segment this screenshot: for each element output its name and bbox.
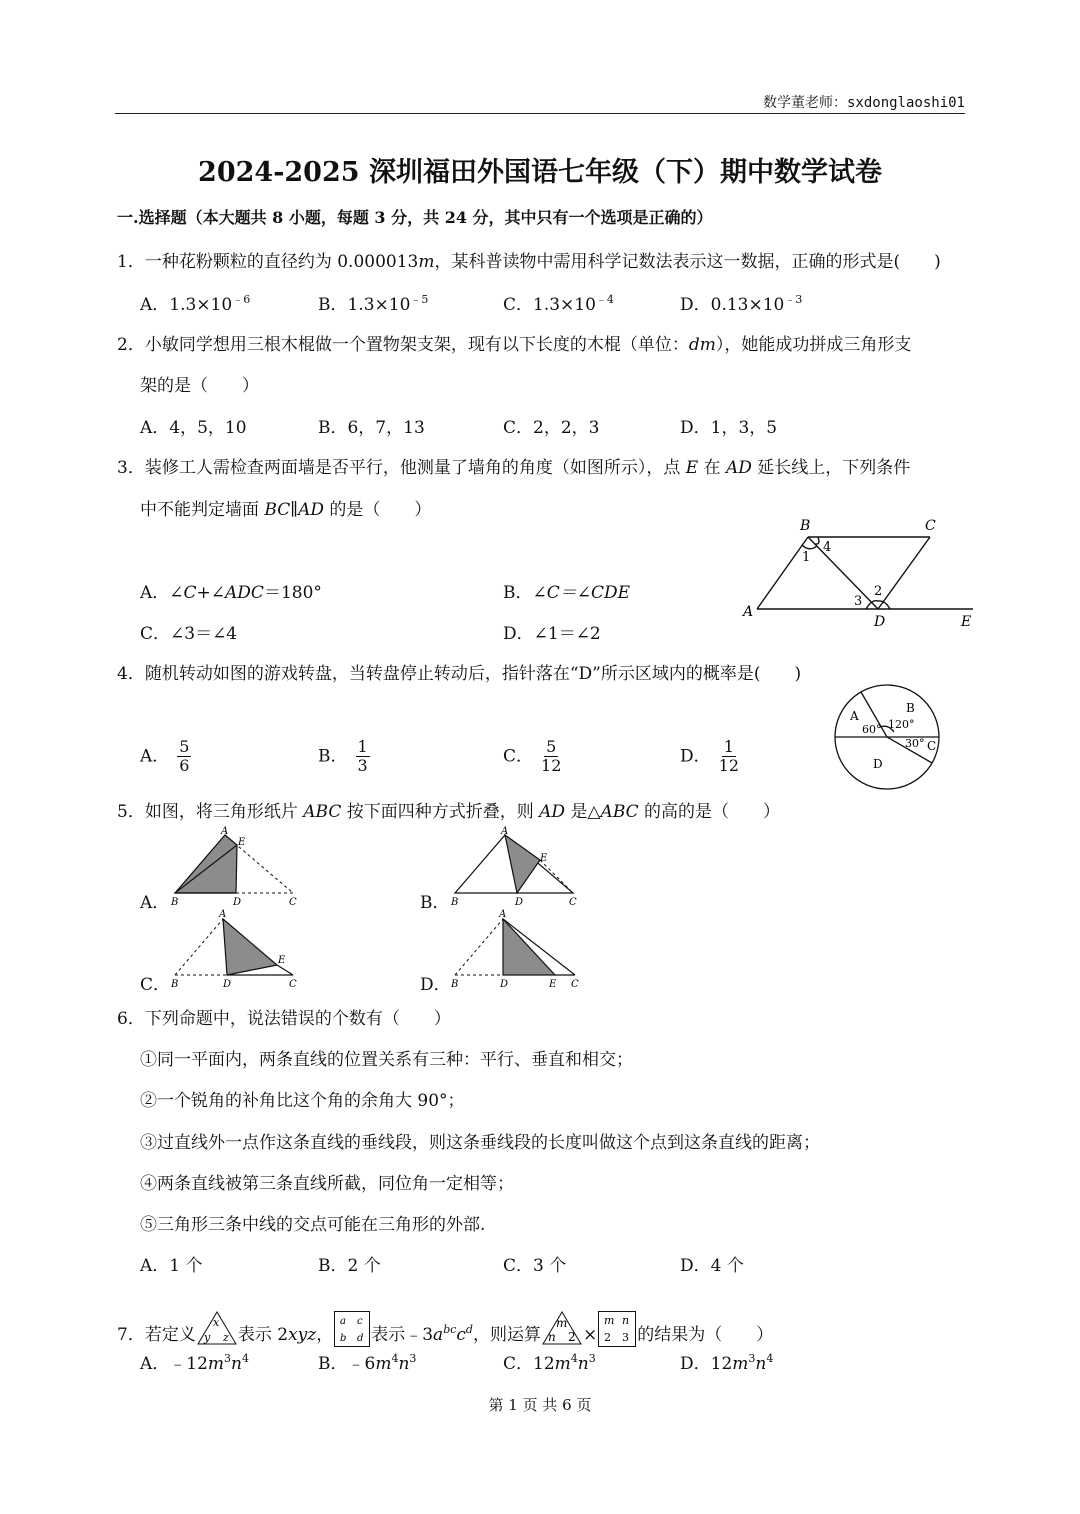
svg-text:m: m <box>604 1314 615 1327</box>
q7-box-symbol <box>333 1310 371 1348</box>
q7-option-a[interactable]: A．$﹣12m^3n^4$ <box>140 1352 249 1374</box>
q5-figure-a <box>165 825 305 907</box>
q1-option-c[interactable]: C．$1.3\times 10^{﹣4}$ <box>503 293 614 315</box>
label-e: E <box>961 614 972 630</box>
q4-option-b[interactable]: B． $\frac{1}{3}$ <box>318 737 368 776</box>
q4-spinner <box>830 680 945 795</box>
q5-option-c[interactable]: C． <box>140 975 171 995</box>
svg-text:A: A <box>221 826 229 837</box>
svg-text:2: 2 <box>567 1330 576 1344</box>
q5-stem: 5．如图，将三角形纸片 ABC 按下面四种方式折叠，则 AD 是△ABC 的高的是（ ） <box>117 802 781 822</box>
angle-label-1: 1 <box>802 550 811 565</box>
sector-c: C <box>927 739 937 753</box>
svg-text:a: a <box>340 1316 347 1327</box>
q6-statement-1: ①同一平面内，两条直线的位置关系有三种：平行、垂直和相交； <box>140 1050 633 1070</box>
angle-label-3: 3 <box>854 594 863 609</box>
svg-text:b: b <box>340 1333 347 1344</box>
q6-option-c[interactable]: C．3 个 <box>503 1256 567 1276</box>
q3-option-b[interactable]: B．∠C＝∠CDE <box>503 583 631 603</box>
q7-triangle-symbol <box>196 1310 238 1348</box>
angle-arc-3-2 <box>866 601 890 609</box>
svg-text:D: D <box>233 897 242 907</box>
q7-option-c[interactable]: C．$12m^4n^3$ <box>503 1352 596 1374</box>
svg-text:z: z <box>222 1331 229 1344</box>
q5-option-d[interactable]: D． <box>420 975 451 995</box>
svg-text:3: 3 <box>622 1331 630 1344</box>
svg-text:n: n <box>622 1314 630 1327</box>
svg-text:C: C <box>569 897 577 907</box>
svg-text:D: D <box>223 979 232 989</box>
svg-text:2: 2 <box>604 1331 612 1344</box>
sector-a: A <box>850 709 859 723</box>
q6-statement-5: ⑤三角形三条中线的交点可能在三角形的外部. <box>140 1215 486 1235</box>
fold-shaded <box>505 835 540 893</box>
q3-stem-line1: 3．装修工人需检查两面墙是否平行，他测量了墙角的角度（如图所示），点 E 在 AD 延长线上，下列条件 <box>117 458 911 478</box>
angle-arc-1 <box>802 545 817 549</box>
q2-option-d[interactable]: D．1，3，5 <box>680 418 778 438</box>
q6-stem: 6．下列命题中，说法错误的个数有（ ） <box>117 1009 451 1029</box>
fold-shaded <box>503 919 555 975</box>
fold-shaded <box>223 919 277 975</box>
q5-figure-d <box>445 907 585 989</box>
section-heading: 一.选择题（本大题共 8 小题，每题 3 分，共 24 分，其中只有一个选项是正确的） <box>117 208 713 227</box>
q4-option-d[interactable]: D． $\frac{1}{12}$ <box>680 737 739 776</box>
q5-figure-b <box>445 825 585 907</box>
angle-30: 30° <box>905 737 925 750</box>
q6-statement-2: ②一个锐角的补角比这个角的余角大 90°； <box>140 1091 465 1111</box>
q3-option-a[interactable]: A．∠C+∠ADC＝180° <box>140 583 322 603</box>
q7-option-d[interactable]: D．$12m^3n^4$ <box>680 1352 774 1374</box>
q7-option-b[interactable]: B．$﹣6m^4n^3$ <box>318 1352 417 1374</box>
line-bd <box>808 537 878 609</box>
angle-arc-4 <box>815 537 819 544</box>
q2-option-a[interactable]: A．4，5，10 <box>140 418 247 438</box>
svg-text:D: D <box>515 897 524 907</box>
q7-stem: 7．若定义 x y z 表示 2xyz， a c b d 表示$﹣3a^{bc}c^d$，则运算 m n 2 × m n 2 3 的结果为（ ） <box>117 1310 773 1348</box>
label-c: C <box>925 518 936 534</box>
q1-stem: 1．一种花粉颗粒的直径约为 0.000013m，某科普读物中需用科学记数法表示这一数据，正确的形式是( ) <box>117 252 941 272</box>
svg-text:B: B <box>171 897 179 907</box>
q3-figure <box>735 512 980 632</box>
angle-label-2: 2 <box>874 584 883 599</box>
svg-text:y: y <box>203 1331 211 1344</box>
svg-text:C: C <box>289 979 297 989</box>
svg-text:B: B <box>451 979 459 989</box>
q5-option-a[interactable]: A． <box>140 893 170 913</box>
svg-text:A: A <box>499 909 507 920</box>
header-source: 数学董老师：sxdonglaoshi01 <box>762 95 965 111</box>
svg-text:E: E <box>549 979 557 989</box>
q1-option-d[interactable]: D．$0.13\times 10^{﹣3}$ <box>680 293 803 315</box>
angle-60: 60° <box>862 723 882 736</box>
svg-text:c: c <box>357 1316 363 1327</box>
line-cd <box>878 537 930 609</box>
q6-statement-4: ④两条直线被第三条直线所截，同位角一定相等； <box>140 1174 514 1194</box>
svg-text:C: C <box>289 897 297 907</box>
q6-option-d[interactable]: D．4 个 <box>680 1256 744 1276</box>
label-b: B <box>800 518 811 534</box>
q5-option-b[interactable]: B． <box>420 893 450 913</box>
q7-box-operand <box>597 1310 637 1348</box>
svg-text:E: E <box>238 837 246 848</box>
q5-figure-c <box>165 907 305 989</box>
q2-stem-line1: 2．小敏同学想用三根木棍做一个置物架支架，现有以下长度的木棍（单位：dm），她能成功拼成三角形支 <box>117 335 912 355</box>
svg-text:C: C <box>571 979 579 989</box>
q1-option-b[interactable]: B．$1.3\times 10^{﹣5}$ <box>318 293 429 315</box>
sector-d: D <box>873 757 883 771</box>
angle-label-4: 4 <box>823 540 832 555</box>
q7-triangle-operand <box>541 1310 583 1348</box>
svg-text:B: B <box>171 979 179 989</box>
page-footer: 第 1 页 共 6 页 <box>488 1396 592 1414</box>
q2-option-b[interactable]: B．6，7，13 <box>318 418 425 438</box>
q3-stem-line2: 中不能判定墙面 BC∥AD 的是（ ） <box>140 500 432 520</box>
svg-text:A: A <box>219 909 227 920</box>
header-rule <box>115 113 965 114</box>
q6-option-b[interactable]: B．2 个 <box>318 1256 381 1276</box>
q3-option-d[interactable]: D．∠1＝∠2 <box>503 624 601 644</box>
q6-statement-3: ③过直线外一点作这条直线的垂线段，则这条垂线段的长度叫做这个点到这条直线的距离； <box>140 1133 820 1153</box>
q2-stem-line2: 架的是（ ） <box>140 376 259 396</box>
svg-text:B: B <box>451 897 459 907</box>
svg-text:m: m <box>555 1316 568 1330</box>
angle-120: 120° <box>888 718 915 731</box>
q4-option-c[interactable]: C． $\frac{5}{12}$ <box>503 737 562 776</box>
svg-text:E: E <box>278 955 286 966</box>
svg-text:x: x <box>212 1316 220 1329</box>
q3-option-c[interactable]: C．∠3＝∠4 <box>140 624 238 644</box>
label-a: A <box>743 604 754 620</box>
fold-shaded <box>175 835 237 893</box>
svg-text:A: A <box>501 826 509 837</box>
q4-option-a[interactable]: A． $\frac{5}{6}$ <box>140 737 190 776</box>
line-ab <box>757 537 811 609</box>
svg-text:D: D <box>500 979 509 989</box>
label-d: D <box>874 614 886 630</box>
svg-text:n: n <box>547 1330 556 1344</box>
sector-b: B <box>906 701 915 715</box>
svg-text:E: E <box>540 853 548 864</box>
q6-option-a[interactable]: A．1 个 <box>140 1256 203 1276</box>
page-title: 2024-2025 深圳福田外国语七年级（下）期中数学试卷 <box>198 157 882 188</box>
q4-stem: 4．随机转动如图的游戏转盘，当转盘停止转动后，指针落在“D”所示区域内的概率是( ) <box>117 664 802 684</box>
q1-option-a[interactable]: A．$1.3\times 10^{﹣6}$ <box>140 293 251 315</box>
svg-text:d: d <box>357 1333 364 1344</box>
q2-option-c[interactable]: C．2，2，3 <box>503 418 600 438</box>
